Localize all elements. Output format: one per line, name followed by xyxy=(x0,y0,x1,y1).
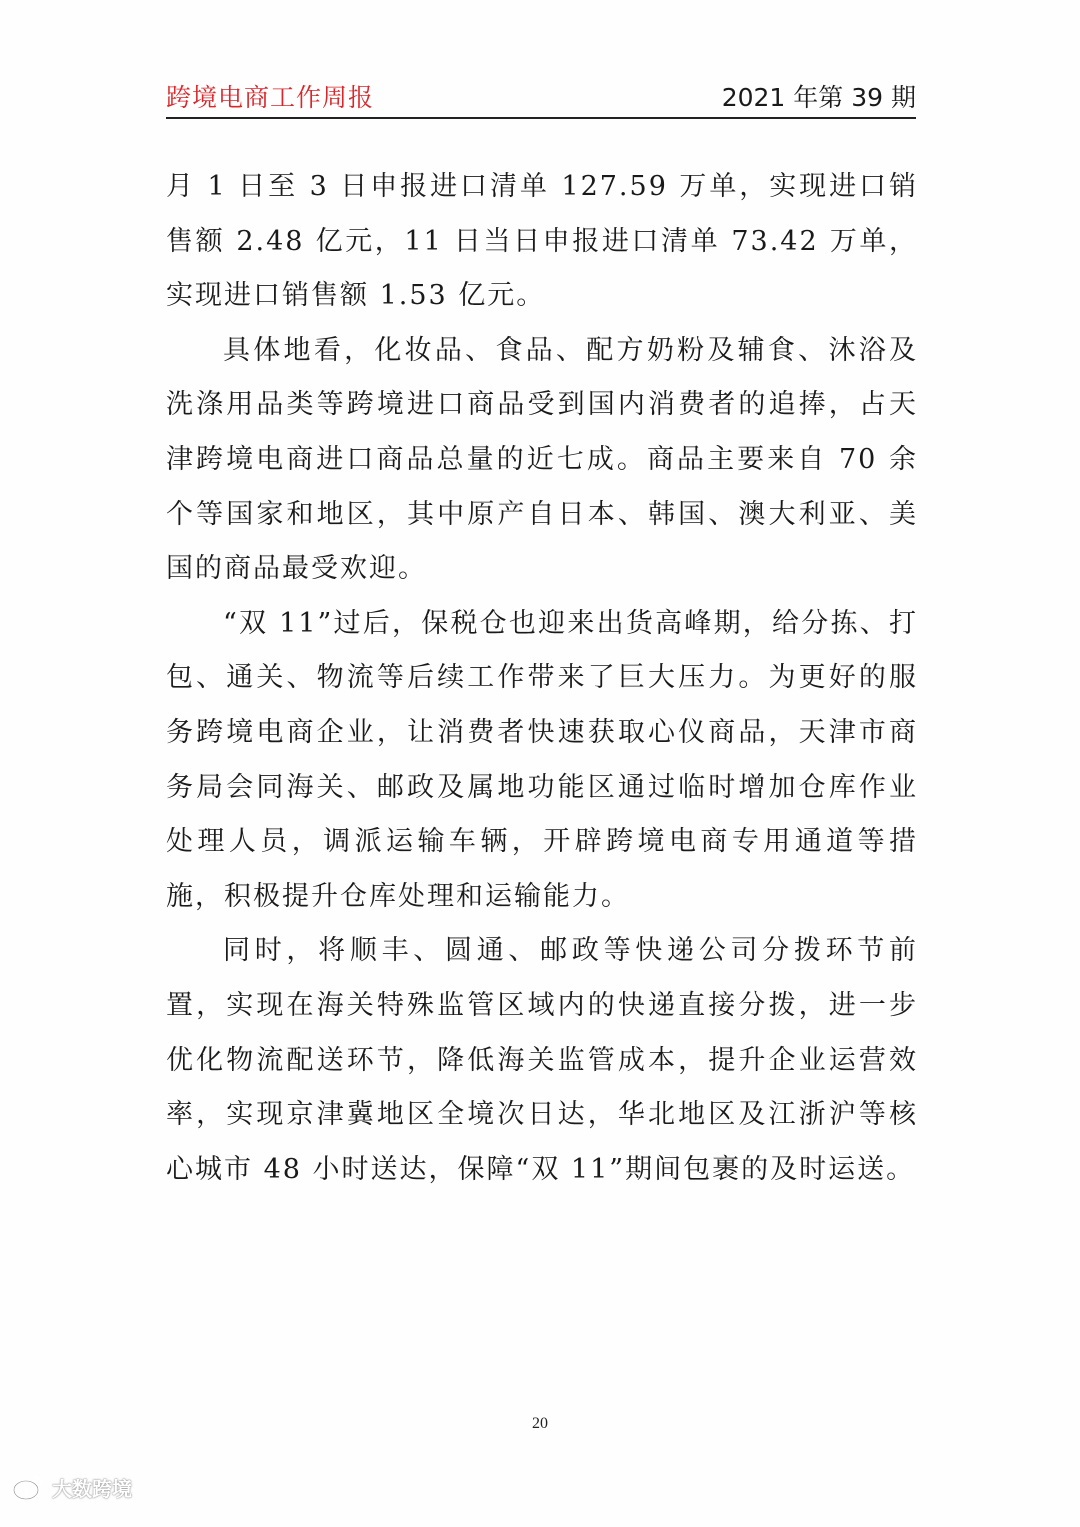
weibo-logo-icon xyxy=(12,1473,46,1501)
page-number: 20 xyxy=(532,1415,548,1432)
watermark-text: 大数跨境 xyxy=(52,1476,132,1501)
page-header xyxy=(166,74,916,116)
paragraph-1: 月 1 日至 3 日申报进口清单 127.59 万单，实现进口销售额 2.48 亿元，11 日当日申报进口清单 73.42 万单，实现进口销售额 1.53 亿元。 xyxy=(166,171,918,312)
header-divider xyxy=(166,117,916,119)
paragraph-3: “双 11”过后，保税仓也迎来出货高峰期，给分拣、打包、通关、物流等后续工作带来了巨大压力。为更好的服务跨境电商企业，让消费者快速获取心仪商品，天津市商务局会同海关、邮政及属地功能区通过临时增加仓库作业处理人员，调派运输车辆，开辟跨境电商专用通道等措施，积极提升仓库处理和运输能力。 xyxy=(166,607,918,912)
watermark xyxy=(12,1467,132,1507)
paragraph-4: 同时，将顺丰、圆通、邮政等快递公司分拨环节前置，实现在海关特殊监管区域内的快递直接分拨，进一步优化物流配送环节，降低海关监管成本，提升企业运营效率，实现京津冀地区全境次日达，华北地区及江浙沪等核心城市 48 小时送达，保障“双 11”期间包裹的及时运送。 xyxy=(166,935,918,1185)
paragraph-2: 具体地看，化妆品、食品、配方奶粉及辅食、沐浴及洗涤用品类等跨境进口商品受到国内消费者的追捧，占天津跨境电商进口商品总量的近七成。商品主要来自 70 余个等国家和地区，其中原产自日本、韩国、澳大利亚、美国的商品最受欢迎。 xyxy=(166,334,918,585)
article-body xyxy=(166,160,918,1197)
issue-number: 2021 年第 39 期 xyxy=(721,83,916,112)
report-title: 跨境电商工作周报 xyxy=(166,83,375,112)
